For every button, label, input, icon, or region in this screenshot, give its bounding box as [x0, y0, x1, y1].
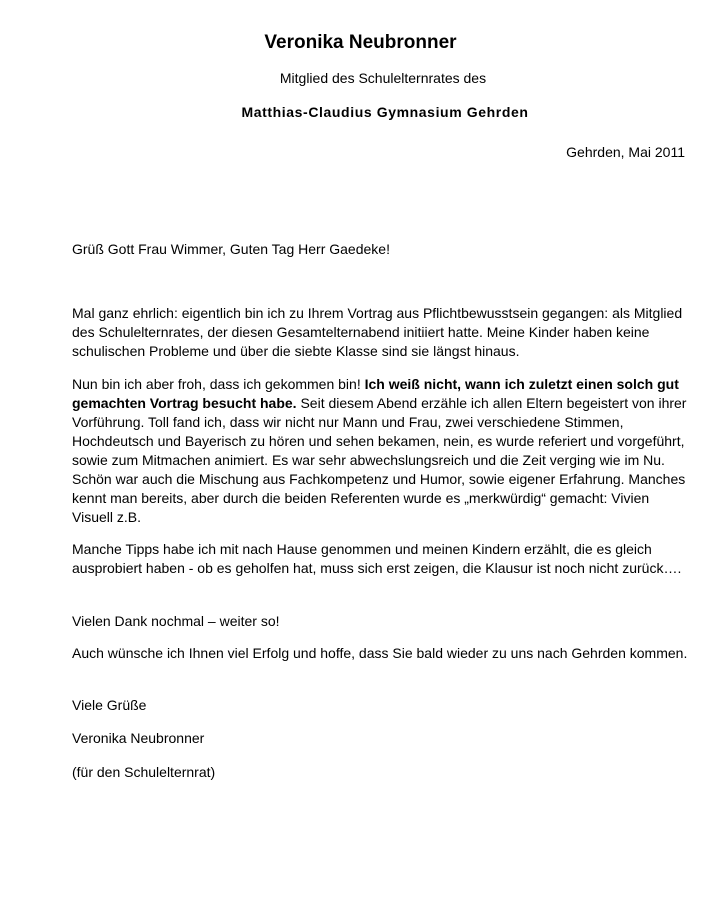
letter-paragraph-4: [72, 612, 690, 631]
author-name-heading: Veronika Neubronner: [264, 32, 457, 53]
letter-signature: [72, 729, 690, 748]
letter-greeting: [72, 240, 690, 259]
letter-date: Gehrden, Mai 2011: [566, 144, 685, 160]
paragraph-4-text: Vielen Dank nochmal – weiter so!: [72, 613, 280, 629]
paragraph-5-text: Auch wünsche ich Ihnen viel Erfolg und hoffe, dass Sie bald wieder zu uns nach Gehrden kommen.: [72, 645, 688, 661]
letter-signer-role: [72, 763, 690, 782]
paragraph-2-bold: Ich weiß nicht, wann ich zuletzt einen solch gut gemachten Vortrag besucht habe.: [72, 376, 679, 411]
signer-name: Veronika Neubronner: [72, 730, 205, 746]
greeting-text: Grüß Gott Frau Wimmer, Guten Tag Herr Gaedeke!: [72, 241, 390, 257]
paragraph-1-text: Mal ganz ehrlich: eigentlich bin ich zu Ihrem Vortrag aus Pflichtbewusstsein gegangen: als Mitglied des Schulelternrates, der diesen Gesamtelternabend initiiert hatte. Meine Kinder haben keine schulischen Probleme und über die siebte Klasse sind sie längst hinaus.: [72, 305, 683, 359]
letter-paragraph-5: [72, 644, 690, 663]
letter-paragraph-2: [72, 375, 690, 527]
signer-role-text: (für den Schulelternrat): [72, 764, 216, 780]
author-role-line: Mitglied des Schulelternrates des: [279, 70, 487, 86]
paragraph-2-text: [72, 375, 690, 527]
school-name-heading: Matthias-Claudius Gymnasium Gehrden: [241, 104, 529, 120]
letter-closing: [72, 696, 690, 715]
closing-text: Viele Grüße: [72, 697, 147, 713]
letter-paragraph-1: [72, 304, 690, 361]
paragraph-3-text: Manche Tipps habe ich mit nach Hause genommen und meinen Kindern erzählt, die es gleich ausprobiert haben - ob es geholfen hat, muss sich erst zeigen, die Klausur ist noch nicht zurück….: [72, 541, 682, 576]
paragraph-2-intro: Nun bin ich aber froh, dass ich gekommen bin!: [72, 376, 365, 392]
letter-paragraph-3: [72, 540, 690, 578]
paragraph-2-rest: Seit diesem Abend erzähle ich allen Eltern begeistert von ihrer Vorführung. Toll fand ich, dass wir nicht nur Mann und Frau, zwei verschiedene Stimmen, Hochdeutsch und Bayerisch zu hören und sehen bekamen, nein, es wurde referiert und vorgeführt, sowie zum Mitmachen animiert. Es war sehr abwechslungsreich und die Zeit verging wie im Nu. Schön war auch die Mischung aus Fachkompetenz und Humor, sowie eigener Erfahrung. Manches kennt man bereits, aber durch die beiden Referenten wurde es „merkwürdig“ gemacht: Vivien Visuell z.B.: [72, 395, 687, 525]
